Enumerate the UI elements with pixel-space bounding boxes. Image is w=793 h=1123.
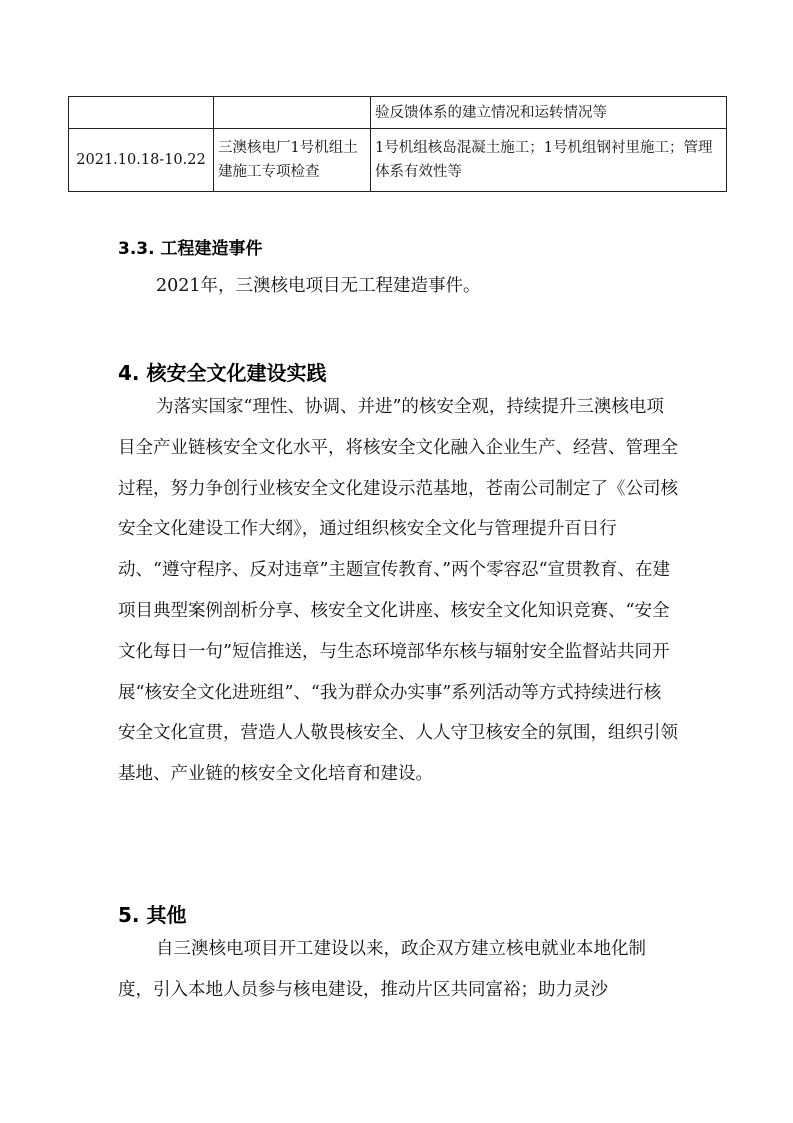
table-cell-content: 验反馈体系的建立情况和运转情况等: [371, 97, 727, 129]
table-cell-date: [69, 97, 214, 129]
section-paragraph-4: 为落实国家“理性、协调、并进”的核安全观，持续提升三澳核电项目全产业链核安全文化水平，将核安全文化融入企业生产、经营、管理全过程，努力争创行业核安全文化建设示范基地，苍南公司制定了《公司核安全文化建设工作大纲》，通过组织核安全文化与管理提升百日行动、“遵守程序、反对违章”主题宣传教育、”两个零容忍“宣贯教育、在建项目典型案例剖析分享、核安全文化讲座、核安全文化知识竞赛、“安全文化每日一句”短信推送，与生态环境部华东核与辐射安全监督站共同开展“核安全文化进班组”、“我为群众办实事”系列活动等方式持续进行核安全文化宣贯，营造人人敬畏核安全、人人守卫核安全的氛围，组织引领基地、产业链的核安全文化培育和建设。: [118, 397, 678, 785]
table-row: [69, 129, 727, 192]
section-heading-5: 5. 其他: [118, 903, 187, 927]
section-heading-4: 4. 核安全文化建设实践: [118, 361, 327, 385]
section-paragraph-5: 自三澳核电项目开工建设以来，政企双方建立核电就业本地化制度，引入本地人员参与核电建设，推动片区共同富裕；助力灵沙: [118, 939, 646, 1000]
table-cell-item: 三澳核电厂1号机组土建施工专项检查: [214, 129, 371, 192]
section-heading-3-3: 3.3. 工程建造事件: [118, 239, 263, 259]
table-cell-date: 2021.10.18-10.22: [69, 129, 214, 192]
table-cell-item: [214, 97, 371, 129]
table-row: [69, 97, 727, 129]
table-cell-content: 1号机组核岛混凝土施工；1号机组钢衬里施工；管理体系有效性等: [371, 129, 727, 192]
inspection-table: [68, 96, 727, 192]
section-paragraph-3-3: 2021年，三澳核电项目无工程建造事件。: [156, 276, 481, 296]
